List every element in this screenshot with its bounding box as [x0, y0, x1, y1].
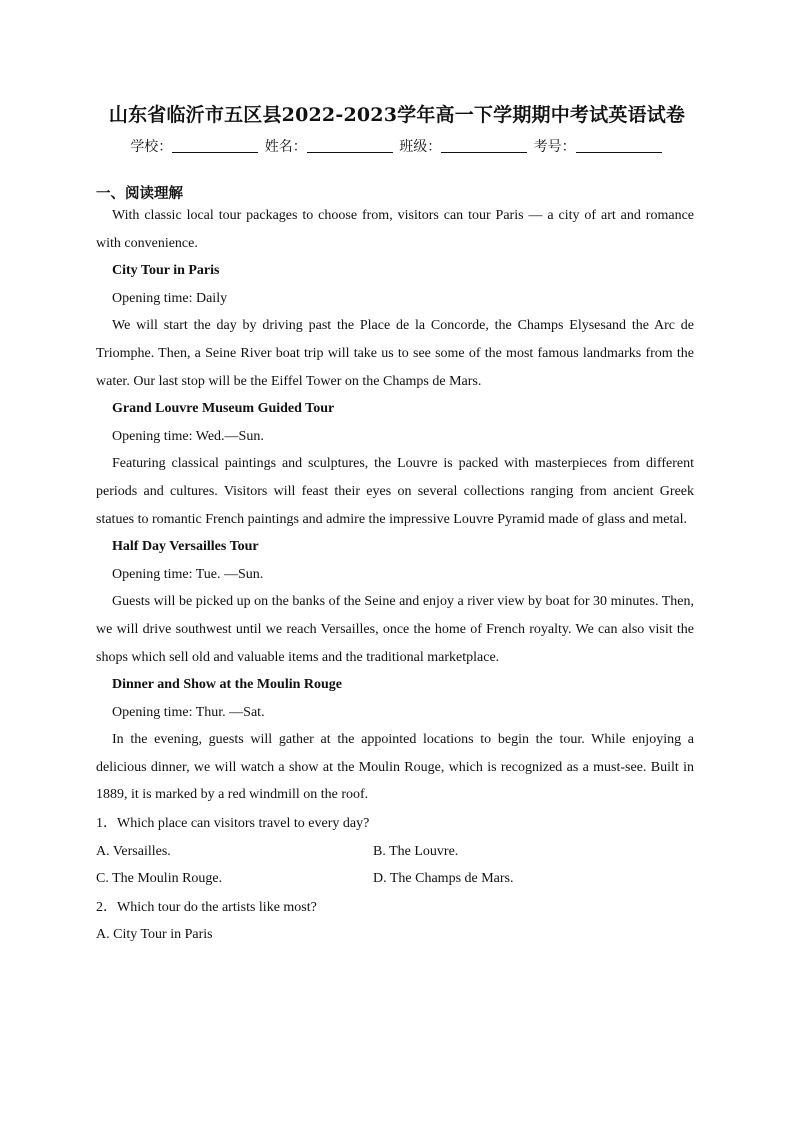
name-label: 姓名：	[264, 139, 307, 155]
tour-heading: Dinner and Show at the Moulin Rouge	[112, 677, 343, 693]
tour-opening-time: Opening time: Daily	[112, 290, 228, 306]
class-blank	[441, 138, 527, 153]
tour-opening-time: Opening time: Tue. —Sun.	[112, 566, 264, 582]
option-c: C. The Moulin Rouge.	[96, 871, 223, 887]
option-b: B. The Louvre.	[373, 843, 459, 859]
tour-heading: City Tour in Paris	[112, 263, 220, 279]
school-label: 学校：	[130, 139, 173, 155]
tour-description: In the evening, guests will gather at the appointed locations to begin the tour. While enjoying a delicious dinner, we will watch a show at the Moulin Rouge, which is recognized as a must-see. Built in 1889, it is marked by a red windmill on the roof.	[96, 732, 694, 803]
page-title: 山东省临沂市五区县2022-2023学年高一下学期期中考试英语试卷	[108, 104, 686, 126]
tour-heading: Grand Louvre Museum Guided Tour	[112, 401, 335, 417]
section-title: 一、阅读理解	[96, 186, 183, 202]
option-a: A. Versailles.	[96, 843, 171, 859]
intro-paragraph: With classic local tour packages to choose from, visitors can tour Paris — a city of art and romance with convenience.	[96, 208, 694, 251]
question-1-options-row-1	[96, 838, 694, 866]
question-2: 2．Which tour do the artists like most?	[96, 899, 317, 915]
school-blank	[172, 138, 258, 153]
tour-description: Featuring classical paintings and sculptures, the Louvre is packed with masterpieces from different periods and cultures. Visitors will feast their eyes on several collections ranging from ancient Greek statues to romantic French paintings and admire the impressive Louvre Pyramid made of glass and metal.	[96, 456, 694, 527]
tour-opening-time: Opening time: Thur. —Sat.	[112, 704, 265, 720]
question-1: 1．Which place can visitors travel to every day?	[96, 816, 370, 832]
tour-heading: Half Day Versailles Tour	[112, 539, 259, 555]
exam-no-label: 考号：	[533, 139, 576, 155]
option-d: D. The Champs de Mars.	[373, 871, 514, 887]
passage	[96, 202, 694, 949]
tour-description: Guests will be picked up on the banks of the Seine and enjoy a river view by boat for 30 minutes. Then, we will drive southwest until we reach Versailles, once the home of French royalty. We can also visit the shops which sell old and valuable items and the traditional marketplace.	[96, 594, 694, 665]
tour-opening-time: Opening time: Wed.—Sun.	[112, 428, 264, 444]
option-a: A. City Tour in Paris	[96, 927, 213, 943]
exam-no-blank	[576, 138, 662, 153]
student-info-line	[0, 136, 794, 156]
tour-description: We will start the day by driving past the Place de la Concorde, the Champs Elysesand the Arc de Triomphe. Then, a Seine River boat trip will take us to see some of the most famous landmarks from the water. Our last stop will be the Eiffel Tower on the Champs de Mars.	[96, 318, 694, 389]
name-blank	[307, 138, 393, 153]
question-1-options-row-2	[96, 865, 694, 893]
class-label: 班级：	[399, 139, 442, 155]
